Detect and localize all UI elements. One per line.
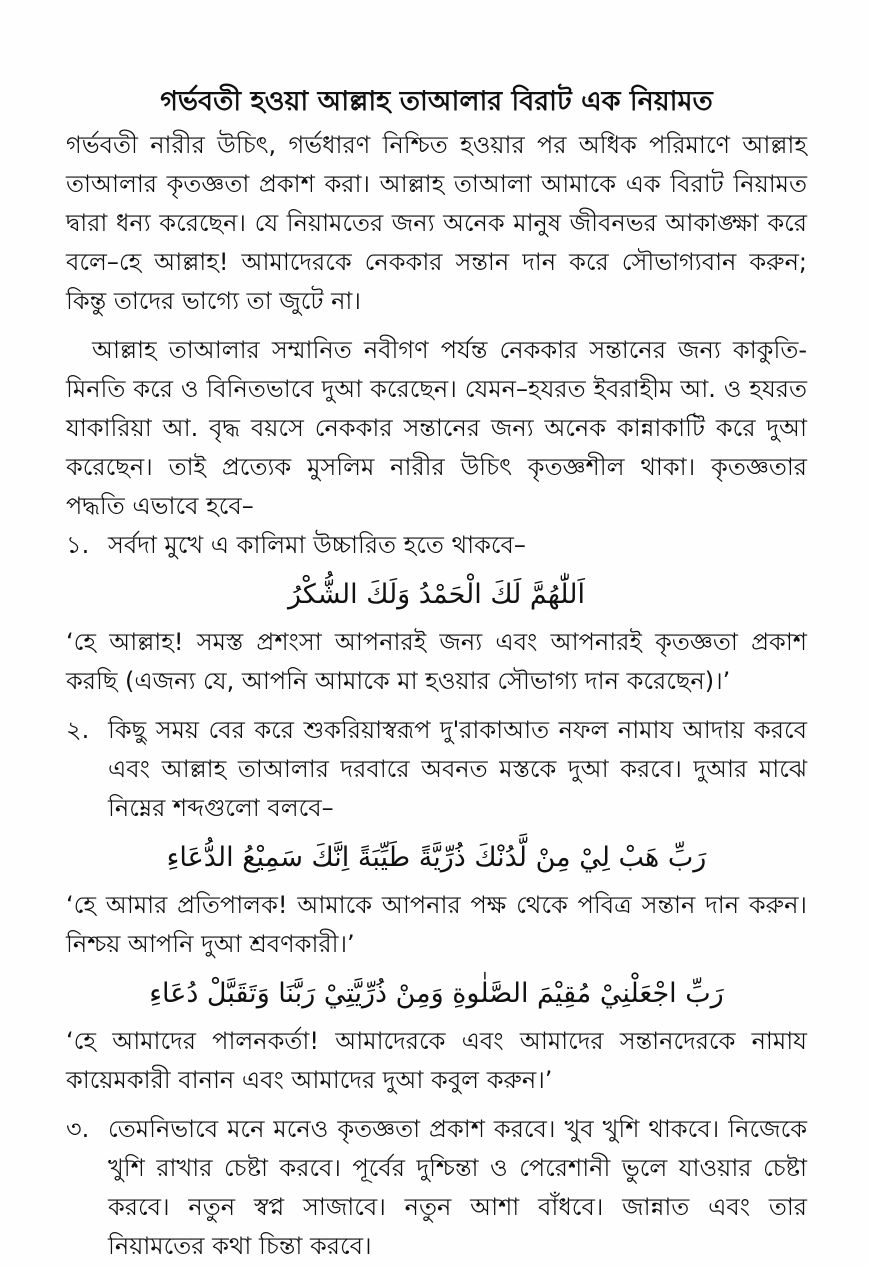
arabic-dua-3: رَبِّ اجْعَلْنِيْ مُقِيْمَ الصَّلٰوةِ وَمِنْ ذُرِّيَّتِيْ رَبَّنَا وَتَقَبَّلْ دُعَاءِ bbox=[149, 978, 724, 1009]
prophets-paragraph: আল্লাহ তাআলার সম্মানিত নবীগণ পর্যন্ত নেককার সন্তানের জন্য কাকুতি-মিনতি করে ও বিনিতভাবে দুআ করেছেন। যেমন–হযরত ইবরাহীম আ. ও হযরত যাকারিয়া আ. বৃদ্ধ বয়সে নেককার সন্তানের জন্য অনেক কান্নাকাটি করে দুআ করেছেন। তাই প্রত্যেক মুসলিম নারীর উচিৎ কৃতজ্ঞশীল থাকা। কৃতজ্ঞতার পদ্ধতি এভাবে হবে– bbox=[66, 336, 807, 520]
list-text: সর্বদা মুখে এ কালিমা উচ্চারিত হতে থাকবে– bbox=[108, 531, 526, 559]
translation-1: ‘হে আল্লাহ! সমস্ত প্রশংসা আপনারই জন্য এবং আপনারই কৃতজ্ঞতা প্রকাশ করছি (এজন্য যে, আপনি আমাকে মা হওয়ার সৌভাগ্য দান করেছেন)।’ bbox=[66, 628, 807, 695]
list-item-3 bbox=[66, 1110, 807, 1266]
arabic-dua-2: رَبِّ هَبْ لِيْ مِنْ لَّدُنْكَ ذُرِّيَّةً طَيِّبَةً اِنَّكَ سَمِيْعُ الدُّعَاءِ bbox=[166, 842, 707, 873]
translation-3: ‘হে আমাদের পালনকর্তা! আমাদেরকে এবং আমাদের সন্তানদেরকে নামায কায়েমকারী বানান এবং আমাদের দুআ কবুল করুন।’ bbox=[66, 1027, 807, 1094]
list-text: তেমনিভাবে মনে মনেও কৃতজ্ঞতা প্রকাশ করবে। খুব খুশি থাকবে। নিজেকে খুশি রাখার চেষ্টা করবে। পূর্বের দুশ্চিন্তা ও পেরেশানী ভুলে যাওয়ার চেষ্টা করবে। নতুন স্বপ্ন সাজাবে। নতুন আশা বাঁধবে। জান্নাত এবং তার নিয়ামতের কথা চিন্তা করবে। bbox=[108, 1115, 807, 1260]
page-title: গর্ভবতী হওয়া আল্লাহ তাআলার বিরাট এক নিয়ামত bbox=[160, 86, 713, 117]
list-number: ১. bbox=[66, 531, 90, 559]
arabic-dua-1: اَللّٰهُمَّ لَكَ الْحَمْدُ وَلَكَ الشُّكْرُ bbox=[288, 579, 585, 610]
intro-paragraph: গর্ভবতী নারীর উচিৎ, গর্ভধারণ নিশ্চিত হওয়ার পর অধিক পরিমাণে আল্লাহ তাআলার কৃতজ্ঞতা প্রকাশ করা। আল্লাহ তাআলা আমাকে এক বিরাট নিয়ামত দ্বারা ধন্য করেছেন। যে নিয়ামতের জন্য অনেক মানুষ জীবনভর আকাঙ্ক্ষা করে বলে–হে আল্লাহ! আমাদেরকে নেককার সন্তান দান করে সৌভাগ্যবান করুন; কিন্তু তাদের ভাগ্যে তা জুটে না। bbox=[66, 131, 807, 315]
list-number: ৩. bbox=[66, 1115, 90, 1143]
list-item-2 bbox=[66, 711, 807, 828]
list-number: ২. bbox=[66, 716, 90, 744]
list-item-1 bbox=[66, 526, 807, 565]
translation-2: ‘হে আমার প্রতিপালক! আমাকে আপনার পক্ষ থেকে পবিত্র সন্তান দান করুন। নিশ্চয় আপনি দুআ শ্রবণকারী।’ bbox=[66, 891, 807, 958]
list-text: কিছু সময় বের করে শুকরিয়াস্বরূপ দু'রাকাআত নফল নামায আদায় করবে এবং আল্লাহ তাআলার দরবারে অবনত মস্তকে দুআ করবে। দুআর মাঝে নিম্নের শব্দগুলো বলবে– bbox=[108, 716, 807, 822]
